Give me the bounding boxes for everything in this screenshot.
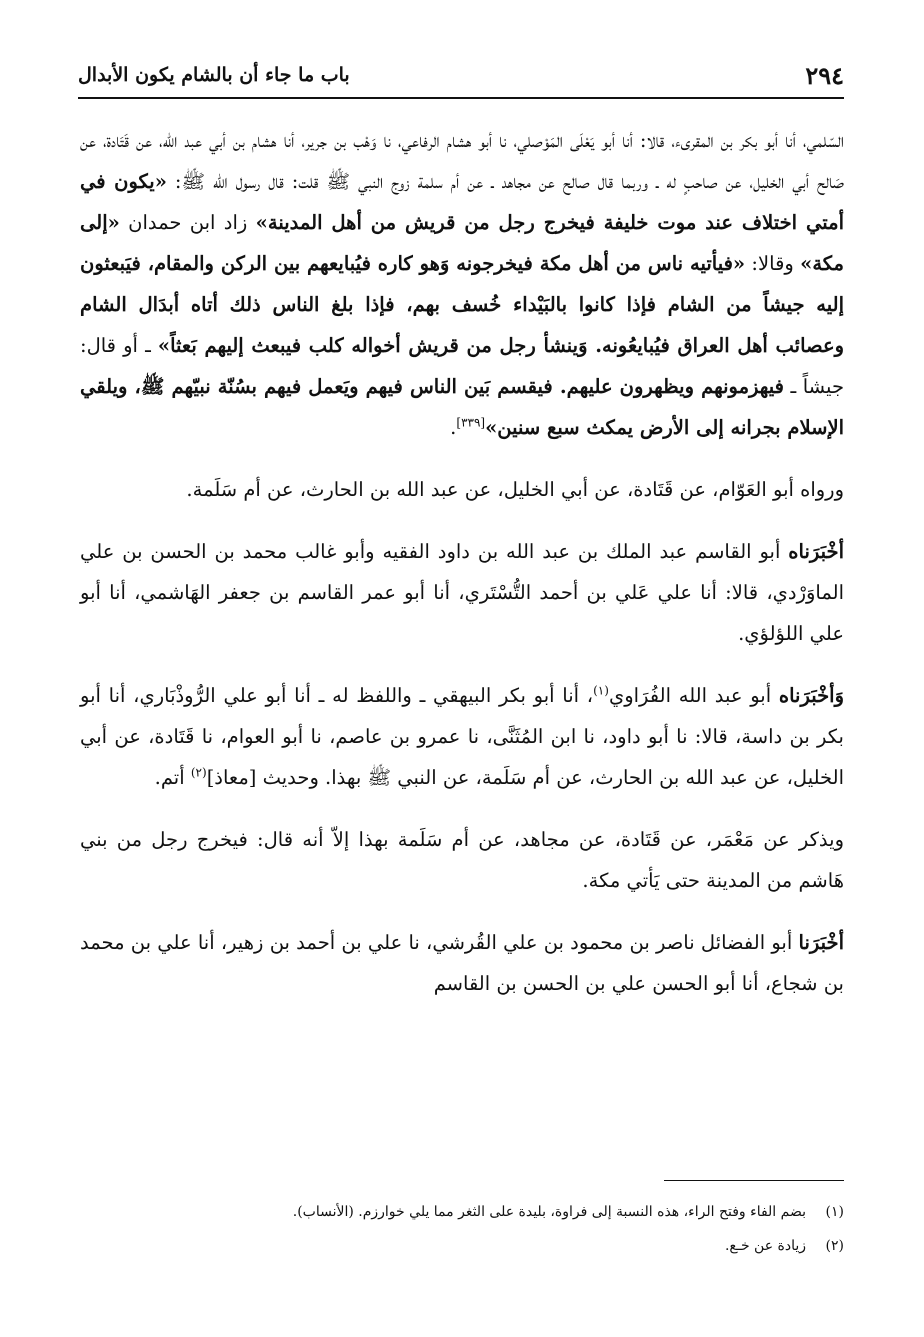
footnote-text: بضم الفاء وفتح الراء، هذه النسبة إلى فراوة، بليدة على الثغر مما يلي خوارزم. (الأنساب). — [292, 1204, 806, 1220]
isnad-lead: أخْبَرَنا — [798, 931, 844, 954]
hadith-reference: [٣٣٩] — [456, 415, 486, 430]
footnote-number: (١) — [825, 1204, 844, 1220]
isnad-lead: وَأخْبَرَناه — [778, 684, 844, 707]
page-number: ٢٩٤ — [805, 60, 844, 90]
paragraph-mamar: ويذكر عن مَعْمَر، عن قَتَادة، عن مجاهد، عن أم سَلَمة بهذا إلاّ أنه قال: فيخرج رجل من بني هَاشم من المدينة حتى يَأتي مكة. — [80, 828, 844, 892]
text-span: زاد ابن حمدان — [119, 211, 256, 234]
hadith-quote: «يكون في أمتي اختلاف عند موت خليفة فيخرج رجل من قريش من أهل المدينة» — [80, 170, 845, 234]
text-span: أبو الفضائل ناصر بن محمود بن علي القُرشي، نا علي بن أحمد بن زهير، أنا علي بن محمد بن شجاع، أنا أبو الحسن علي بن الحسن بن القاسم — [80, 931, 844, 995]
text-span: أبو القاسم عبد الملك بن عبد الله بن داود الفقيه وأبو غالب محمد بن الحسن بن علي الماوَرْدي، قالا: أنا علي عَلي بن أحمد التُّسْتَري، أنا أبو عمر القاسم بن جعفر الهَاشمي، أنا أبو علي اللؤلؤي. — [80, 540, 844, 645]
footnotes — [80, 1195, 844, 1263]
paragraph-riwaya: ورواه أبو العَوّام، عن قَتَادة، عن أبي الخليل، عن عبد الله بن الحارث، عن أم سَلَمة. — [186, 478, 844, 501]
hadith-quote: «فيأتيه ناس من أهل مكة فيخرجونه وَهو كاره فيُبايعهم بين الركن والمقام، فيَبعثون إليه جيشاً من الشام فإذا كانوا بالبَيْداء خُسف بهم، فإذا بلغ الناس ذلك أتاه أبدَال الشام وعصائب أهل العراق فيُبايعُونه. وَينشأ رجل من قريش أخواله كلب فيبعث إليهم بَعثاً» — [80, 252, 844, 357]
text-span: ، أنا أبو بكر البيهقي ـ واللفظ له ـ أنا أبو علي الرُّوذْبَاري، أنا أبو بكر بن داسة، قالا: نا أبو داود، نا ابن المُثَنَّى، نا عمرو بن عاصم، نا أبو العوام، نا قَتَادة، عن أبي الخليل، عن عبد الله بن الحارث، عن أم سَلَمة، عن النبي ﷺ بهذا. وحديث [معاذ] — [80, 684, 844, 789]
hadith-quote: «إلى مكة» — [80, 211, 844, 275]
footnote-marker: (١) — [593, 683, 609, 698]
paragraph-hadith — [80, 120, 844, 448]
hadith-quote: فيهزمونهم ويظهرون عليهم. فيقسم بَين الناس فيهم ويَعمل فيهم بسُنّة نبيّهم ﷺ، ويلقي الإسلام بجرانه إلى الأرض يمكث سبع سنين» — [80, 375, 844, 439]
page-header — [78, 56, 844, 94]
running-title: باب ما جاء أن بالشام يكون الأبدال — [78, 64, 350, 86]
footnote-rule — [664, 1180, 844, 1181]
footnote — [80, 1195, 844, 1229]
paragraph-isnad-1 — [80, 531, 844, 654]
footnote-text: زيادة عن خـع. — [724, 1238, 806, 1254]
footnote — [80, 1229, 844, 1263]
footnote-marker: (٢) — [190, 765, 207, 780]
text-span: وقالا: — [745, 252, 801, 275]
paragraph-isnad-3 — [80, 922, 844, 1004]
footnote-number: (٢) — [825, 1238, 844, 1254]
header-rule — [78, 97, 844, 99]
text-span: السّلمي، أنا أبو بكر بن المقرىء، قالا: أنا أبو يَعْلَى المَوْصلي، نا أبو هشام الرفاعي، نا وَهْب بن جرير، أنا هشام بن أبي عبد الله، عن قَتَادة، عن صَالح أبي الخليل، عن صاحبٍ له ـ وربما قال صالح عن مجاهد ـ عن أم سلمة زوج النبي ﷺ قلت: قال رسول الله ﷺ: — [80, 129, 844, 193]
text-span: أبو عبد الله الفُرَاوي — [608, 684, 779, 707]
paragraph-isnad-2 — [80, 675, 844, 798]
text-span: . — [450, 416, 457, 439]
main-text — [80, 120, 844, 1025]
text-span: ـ أو قال: جيشاً ـ — [80, 334, 844, 398]
text-span: أتم. — [154, 766, 191, 789]
isnad-lead: أخْبَرَناه — [788, 540, 844, 563]
